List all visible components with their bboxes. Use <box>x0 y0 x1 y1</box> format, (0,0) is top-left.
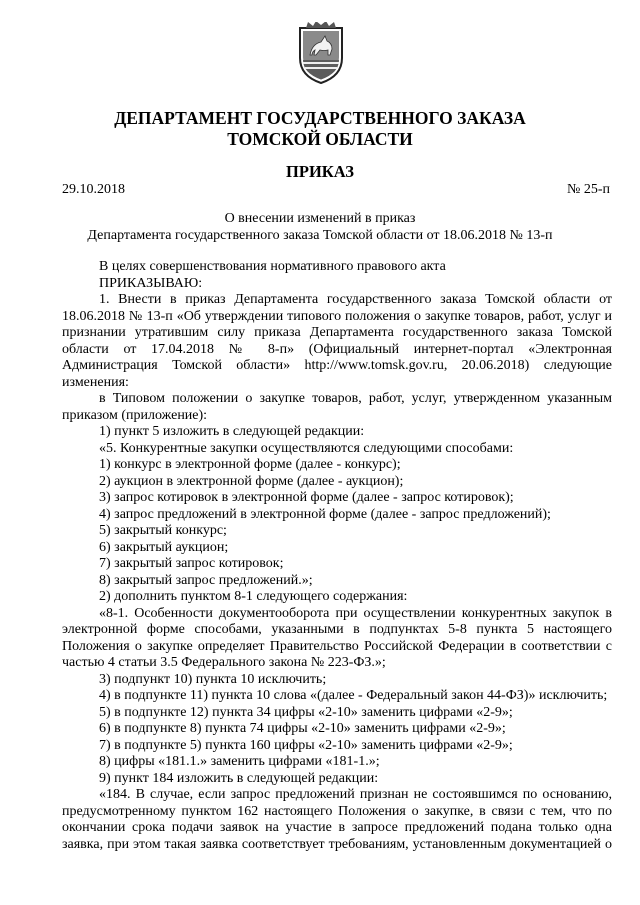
quote-item-5: «5. Конкурентные закупки осуществляются следующими способами: <box>99 440 514 456</box>
list-item: 7) в подпункте 5) пункта 160 цифры «2-10» заменить цифрами «2-9»; <box>99 737 513 753</box>
quote-item-184: «184. В случае, если запрос предложений признан не состоявшимся по основанию, предусмотренному пунктом 162 настоящего Положения о закупке, в связи с тем, что по окончании срока подачи заявок на участие в запросе предложений подана только одна заявка, при этом такая заявка соответствует требованиям, установленным документацией о <box>62 787 612 852</box>
list-item: 4) запрос предложений в электронной форме (далее - запрос предложений); <box>99 506 551 522</box>
list-item: 6) в подпункте 8) пункта 74 цифры «2-10» заменить цифрами «2-9»; <box>99 721 506 736</box>
paragraph-1: 1. Внести в приказ Департамента государственного заказа Томской области от 18.06.2018 № 13-п «Об утверждении типового положения о закупке товаров, работ, услуг и признании утратившим силу приказа Департамента государственного заказа Томской области от 17.04.2018 № 8-п» (Официальный интернет-портал «Электронная Администрация Томской области» http://www.tomsk.gov.ru, 20.06.2018) следующие изменения: <box>62 292 612 390</box>
coat-of-arms-icon <box>294 22 348 86</box>
list-item: 5) в подпункте 12) пункта 34 цифры «2-10» заменить цифрами «2-9»; <box>99 704 513 720</box>
list-item: 2) аукцион в электронной форме (далее - аукцион); <box>99 473 404 489</box>
list-item: 3) подпункт 10) пункта 10 исключить; <box>99 671 327 687</box>
subject-line1: О внесении изменений в приказ <box>224 211 416 226</box>
order-word: ПРИКАЗЫВАЮ: <box>99 275 203 291</box>
order-number: № 25-п <box>566 182 610 197</box>
subject-line2: Департамента государственного заказа Томской области от 18.06.2018 № 13-п <box>87 227 553 243</box>
list-item: 6) закрытый аукцион; <box>99 539 229 555</box>
list-item: 5) закрытый конкурс; <box>99 523 227 538</box>
list-item: 4) в подпункте 11) пункта 10 слова «(далее - Федеральный закон 44-ФЗ)» исключить; <box>99 688 608 703</box>
preamble: В целях совершенствования нормативного правового акта <box>99 259 446 274</box>
quote-item-8-1: «8-1. Особенности документооборота при осуществлении конкурентных закупок в электронной форме способами, указанными в подпунктах 5-8 пункта 5 настоящего Положения о закупке определяет Правительство Российской Федерации в соответствии с частью 4 статьи 3.5 Федерального закона № 223-ФЗ.»; <box>62 605 612 670</box>
item-1: 1) пункт 5 изложить в следующей редакции: <box>99 424 365 439</box>
order-body <box>62 259 612 853</box>
list-item: 1) конкурс в электронной форме (далее - конкурс); <box>99 457 401 472</box>
list-item: 8) цифры «181.1.» заменить цифрами «181-1.»; <box>99 754 380 769</box>
department-title-line1: ДЕПАРТАМЕНТ ГОСУДАРСТВЕННОГО ЗАКАЗА <box>114 108 526 128</box>
paragraph-2: в Типовом положении о закупке товаров, работ, услуг, утвержденном указанным приказом (приложение): <box>62 391 612 423</box>
list-item: 8) закрытый запрос предложений.»; <box>99 572 313 588</box>
list-item: 3) запрос котировок в электронной форме (далее - запрос котировок); <box>99 490 514 505</box>
list-item: 7) закрытый запрос котировок; <box>99 556 284 571</box>
department-title-line2: ТОМСКОЙ ОБЛАСТИ <box>227 129 413 149</box>
order-subject <box>0 211 640 244</box>
item-2: 2) дополнить пунктом 8-1 следующего содержания: <box>99 589 408 604</box>
order-date: 29.10.2018 <box>62 182 125 197</box>
document-type: ПРИКАЗ <box>286 162 354 181</box>
list-item: 9) пункт 184 изложить в следующей редакции: <box>99 770 379 786</box>
